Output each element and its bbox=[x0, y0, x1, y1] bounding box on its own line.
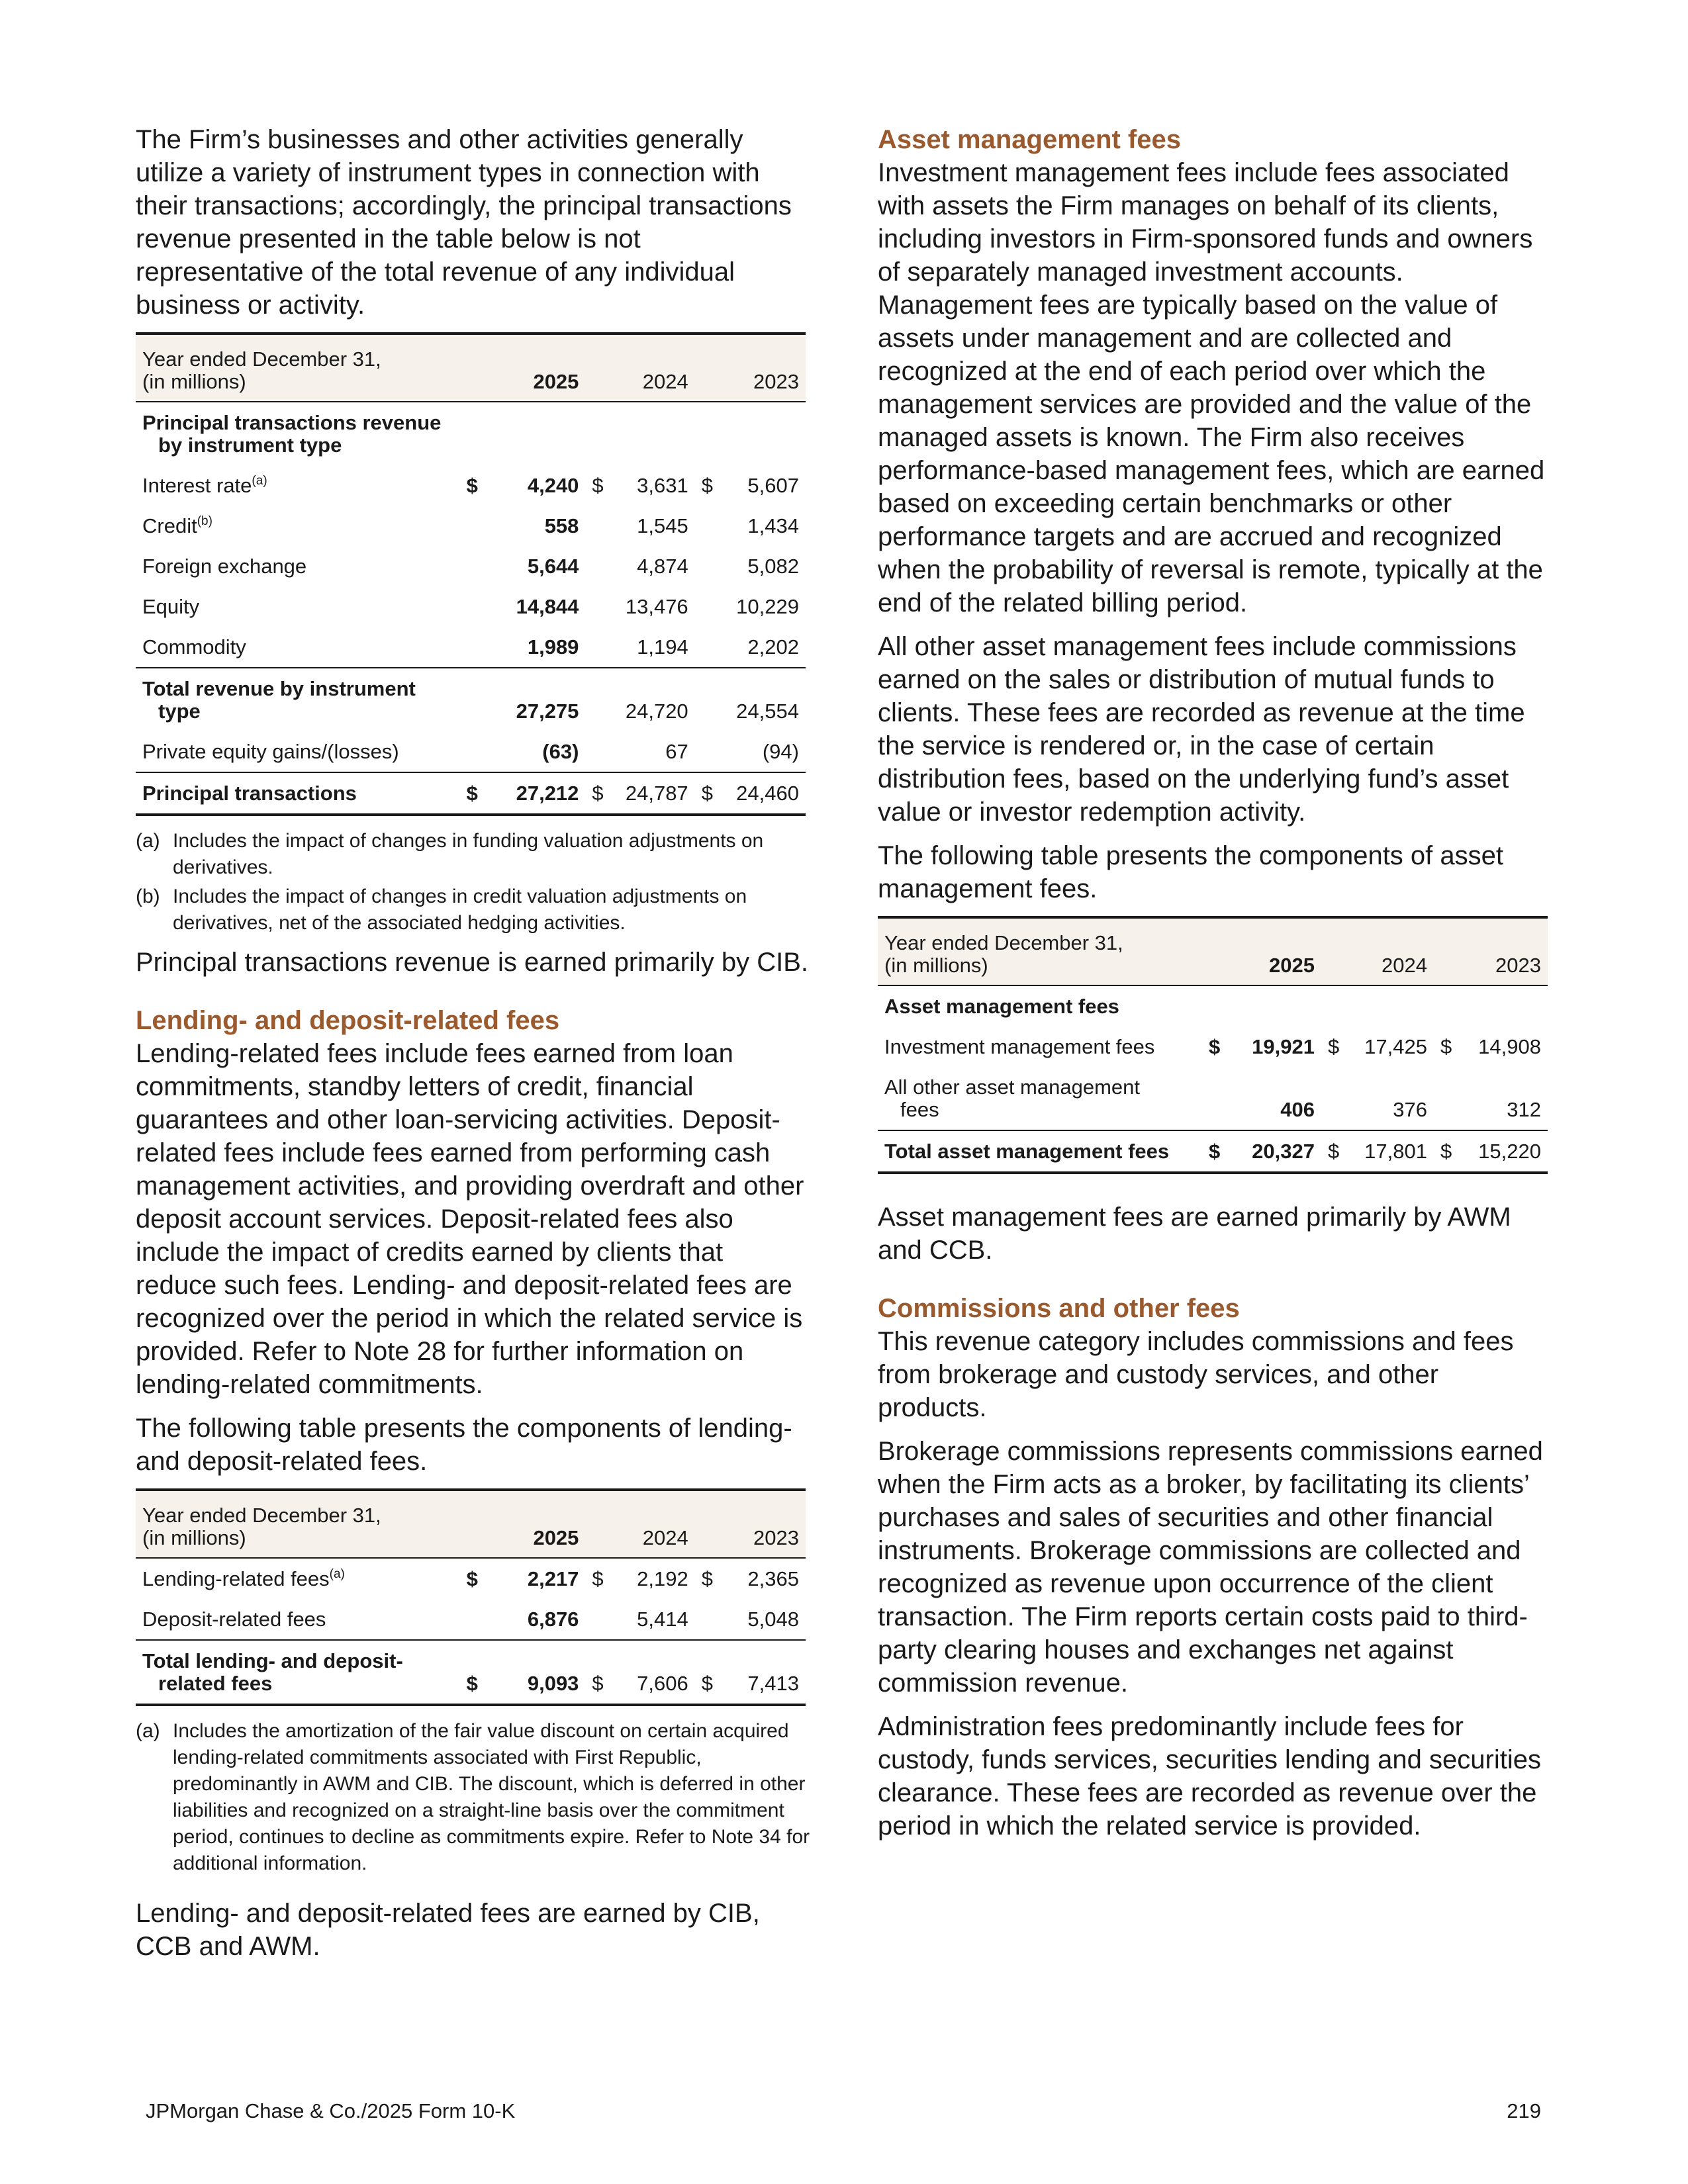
total-row: Total lending- and deposit- related fees $ 9,093 $ 7,606 $ 7,413 bbox=[136, 1640, 806, 1705]
year-2023: 2023 bbox=[1434, 917, 1548, 985]
year-2024: 2024 bbox=[585, 334, 694, 402]
header-label: Year ended December 31, (in millions) bbox=[136, 334, 460, 402]
left-column bbox=[136, 123, 811, 1974]
year-2024: 2024 bbox=[1321, 917, 1434, 985]
footnote: (b) Includes the impact of changes in credit valuation adjustments on derivatives, net of the associated hedging activities. bbox=[136, 886, 747, 934]
table-row: Commodity 1,989 1,194 2,202 bbox=[142, 635, 799, 659]
lending-heading: Lending- and deposit-related fees bbox=[136, 1006, 560, 1035]
year-2025: 2025 bbox=[460, 1490, 586, 1558]
table-row: Credit$^{(b)}$ 558 1,545 1,434 bbox=[142, 514, 799, 537]
lending-paragraph: Lending-related fees include fees earned from loan commitments, standby letters of credit, financial guarantees and other loan-servicing activities. Deposit-related fees include fees earned from performing cash management activities, and providing overdraft and other deposit account services. Deposit-related fees also include the impact of credits earned by clients that reduce such fees. Lending- and deposit-related fees are recognized over the period in which the related service is provided. Refer to Note 28 for further information on lending-related commitments. bbox=[136, 1039, 804, 1399]
year-2025: 2025 bbox=[1202, 917, 1321, 985]
header-label: Year ended December 31, (in millions) bbox=[878, 917, 1202, 985]
commissions-paragraph-2: Brokerage commissions represents commissions earned when the Firm acts as a broker, by facilitating its clients’ purchases and sales of securities and other financial instruments. Brokerage commissions are collected and recognized as revenue upon occurrence of the client transaction. The Firm reports certain costs paid to third-party clearing houses and exchanges net against commission revenue. bbox=[878, 1437, 1543, 1698]
table-row: Private equity gains/(losses) (63) 67 (94) bbox=[142, 740, 799, 763]
table-row: All other asset management fees 406 376 312 bbox=[884, 1075, 1541, 1121]
footer-document-title: JPMorgan Chase & Co./2025 Form 10-K bbox=[146, 2099, 516, 2122]
year-2025: 2025 bbox=[460, 334, 586, 402]
intro-paragraph: The Firm’s businesses and other activities generally utilize a variety of instrument types in connection with their transactions; accordingly, the principal transactions revenue presented in the table below is not representative of the total revenue of any individual business or activity. bbox=[136, 125, 792, 320]
table-header-row bbox=[878, 917, 1548, 985]
section-row: Asset management fees bbox=[884, 995, 1119, 1018]
principal-transactions-table bbox=[136, 332, 806, 816]
lending-deposit-table bbox=[136, 1488, 806, 1706]
grand-total-row: Principal transactions $ 27,212 $ 24,787 $ 24,460 bbox=[136, 772, 806, 815]
table-row: Investment management fees $ 19,921 $ 17,425 $ 14,908 bbox=[884, 1035, 1541, 1058]
asset-management-heading: Asset management fees bbox=[878, 125, 1181, 154]
page-number: 219 bbox=[1507, 2099, 1541, 2122]
total-row: Total revenue by instrument type 27,275 24,720 24,554 bbox=[136, 668, 806, 731]
section-label: Principal transactions revenue by instrument type bbox=[142, 411, 442, 457]
asset-management-paragraph-2: All other asset management fees include commissions earned on the sales or distribution of mutual funds to clients. These fees are recorded as revenue at the time the service is rendered or, in the case of certain distribution fees, based on the underlying fund’s asset value or investor redemption activity. bbox=[878, 632, 1525, 827]
asset-management-note: Asset management fees are earned primarily by AWM and CCB. bbox=[878, 1203, 1511, 1265]
total-row: Total asset management fees $ 20,327 $ 17,801 $ 15,220 bbox=[878, 1130, 1548, 1173]
year-2023: 2023 bbox=[695, 334, 806, 402]
commissions-paragraph-3: Administration fees predominantly include fees for custody, funds services, securities lending and securities clearance. These fees are recorded as revenue over the period in which the related service is provided. bbox=[878, 1712, 1541, 1841]
year-2023: 2023 bbox=[695, 1490, 806, 1558]
right-column bbox=[878, 123, 1553, 1853]
table-row: Interest rate$^{(a)}$ $ 4,240 $ 3,631 $ 5,607 bbox=[142, 474, 799, 497]
commissions-paragraph-1: This revenue category includes commissions and fees from brokerage and custody services, and other products. bbox=[878, 1327, 1514, 1422]
asset-management-paragraph-1: Investment management fees include fees associated with assets the Firm manages on behalf of its clients, including investors in Firm-sponsored funds and owners of separately managed investment accounts. Management fees are typically based on the value of assets under management and are collected and recognized at the end of each period over which the management services are provided and the value of the managed assets is known. The Firm also receives performance-based management fees, which are earned based on exceeding certain benchmarks or other performance targets and are accrued and recognized when the probability of reversal is remote, typically at the end of the related billing period. bbox=[878, 158, 1545, 617]
table-row: Deposit-related fees 6,876 5,414 5,048 bbox=[142, 1608, 799, 1631]
principal-note: Principal transactions revenue is earned primarily by CIB. bbox=[136, 948, 808, 977]
footnote: (a) Includes the impact of changes in funding valuation adjustments on derivatives. bbox=[136, 830, 764, 878]
page-footer bbox=[146, 2099, 1541, 2123]
year-2024: 2024 bbox=[585, 1490, 694, 1558]
table-header-row bbox=[136, 334, 806, 402]
header-label: Year ended December 31, (in millions) bbox=[136, 1490, 460, 1558]
asset-management-table bbox=[878, 916, 1548, 1174]
section-row bbox=[136, 402, 806, 465]
asset-management-table-intro: The following table presents the components of asset management fees. bbox=[878, 841, 1503, 903]
table-row: Lending-related fees$^{(a)}$ $ 2,217 $ 2,192 $ 2,365 bbox=[142, 1567, 799, 1590]
commissions-heading: Commissions and other fees bbox=[878, 1294, 1240, 1323]
table-header-row bbox=[136, 1490, 806, 1558]
footnote: (a) Includes the amortization of the fair value discount on certain acquired lending-related commitments associated with First Republic, predominantly in AWM and CIB. The discount, which is deferred in other liabilities and recognized on a straight-line basis over the commitment period, continues to decline as commitments expire. Refer to Note 34 for additional information. bbox=[136, 1720, 810, 1874]
lending-note: Lending- and deposit-related fees are earned by CIB, CCB and AWM. bbox=[136, 1899, 760, 1961]
table-row: Equity 14,844 13,476 10,229 bbox=[142, 595, 799, 618]
table-row: Foreign exchange 5,644 4,874 5,082 bbox=[142, 555, 799, 578]
lending-table-intro: The following table presents the components of lending- and deposit-related fees. bbox=[136, 1414, 792, 1476]
